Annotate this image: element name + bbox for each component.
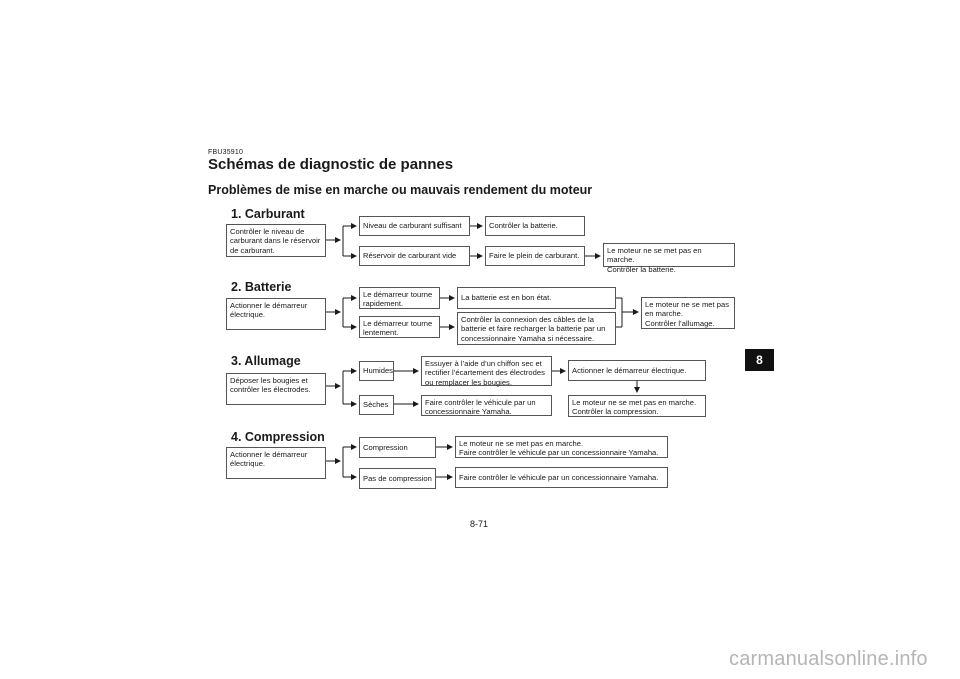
battery-start-box: Actionner le démarreur électrique.: [226, 298, 326, 330]
page-title: Schémas de diagnostic de pannes: [208, 156, 454, 173]
wet-plugs-box: Humides: [359, 361, 394, 381]
starter-fast-box: Le démarreur tourne rapidement.: [359, 287, 440, 309]
dealer-check-box: Faire contrôler le véhicule par un concessionnaire Yamaha.: [421, 395, 552, 416]
page-number: 8-71: [470, 519, 489, 529]
battery-recharge-box: Contrôler la connexion des câbles de la batterie et faire recharger la batterie par un concessionnaire Yamaha si nécessaire.: [457, 312, 616, 345]
watermark: carmanualsonline.info: [729, 648, 928, 670]
no-compression-box: Pas de compression: [359, 468, 436, 489]
battery-final-box: Le moteur ne se met pas en marche. Contrôler l’allumage.: [641, 297, 735, 329]
check-battery-box: Contrôler la batterie.: [485, 216, 585, 236]
clean-plugs-box: Essuyer à l’aide d’un chiffon sec et rectifier l’écartement des électrodes ou remplacer les bougies.: [421, 356, 552, 386]
dry-plugs-box: Sèches: [359, 395, 394, 415]
ignition-final-box: Le moteur ne se met pas en marche. Contrôler la compression.: [568, 395, 706, 417]
refuel-box: Faire le plein de carburant.: [485, 246, 585, 266]
actuate-starter-box: Actionner le démarreur électrique.: [568, 360, 706, 381]
fuel-check-box: Contrôler le niveau de carburant dans le réservoir de carburant.: [226, 224, 326, 257]
battery-ok-box: La batterie est en bon état.: [457, 287, 616, 309]
fuel-sufficient-box: Niveau de carburant suffisant: [359, 216, 470, 236]
fuel-empty-box: Réservoir de carburant vide: [359, 246, 470, 266]
compression-start-box: Actionner le démarreur électrique.: [226, 447, 326, 479]
spark-plug-check-box: Déposer les bougies et contrôler les électrodes.: [226, 373, 326, 405]
document-code: FBU35910: [208, 149, 244, 156]
section-heading-compression: 4. Compression: [231, 430, 325, 444]
section-heading-batterie: 2. Batterie: [231, 280, 292, 294]
compression-ok-result-box: Le moteur ne se met pas en marche. Faire contrôler le véhicule par un concessionnaire Yamaha.: [455, 436, 668, 458]
starter-slow-box: Le démarreur tourne lentement.: [359, 316, 440, 338]
section-heading-allumage: 3. Allumage: [231, 354, 301, 368]
compression-ok-box: Compression: [359, 437, 436, 458]
section-heading-carburant: 1. Carburant: [231, 207, 305, 221]
page-subtitle: Problèmes de mise en marche ou mauvais rendement du moteur: [208, 183, 593, 197]
chapter-tab: 8: [745, 349, 774, 371]
no-compression-result-box: Faire contrôler le véhicule par un concessionnaire Yamaha.: [455, 467, 668, 488]
fuel-result-box: Le moteur ne se met pas en marche. Contrôler la batterie.: [603, 243, 735, 267]
